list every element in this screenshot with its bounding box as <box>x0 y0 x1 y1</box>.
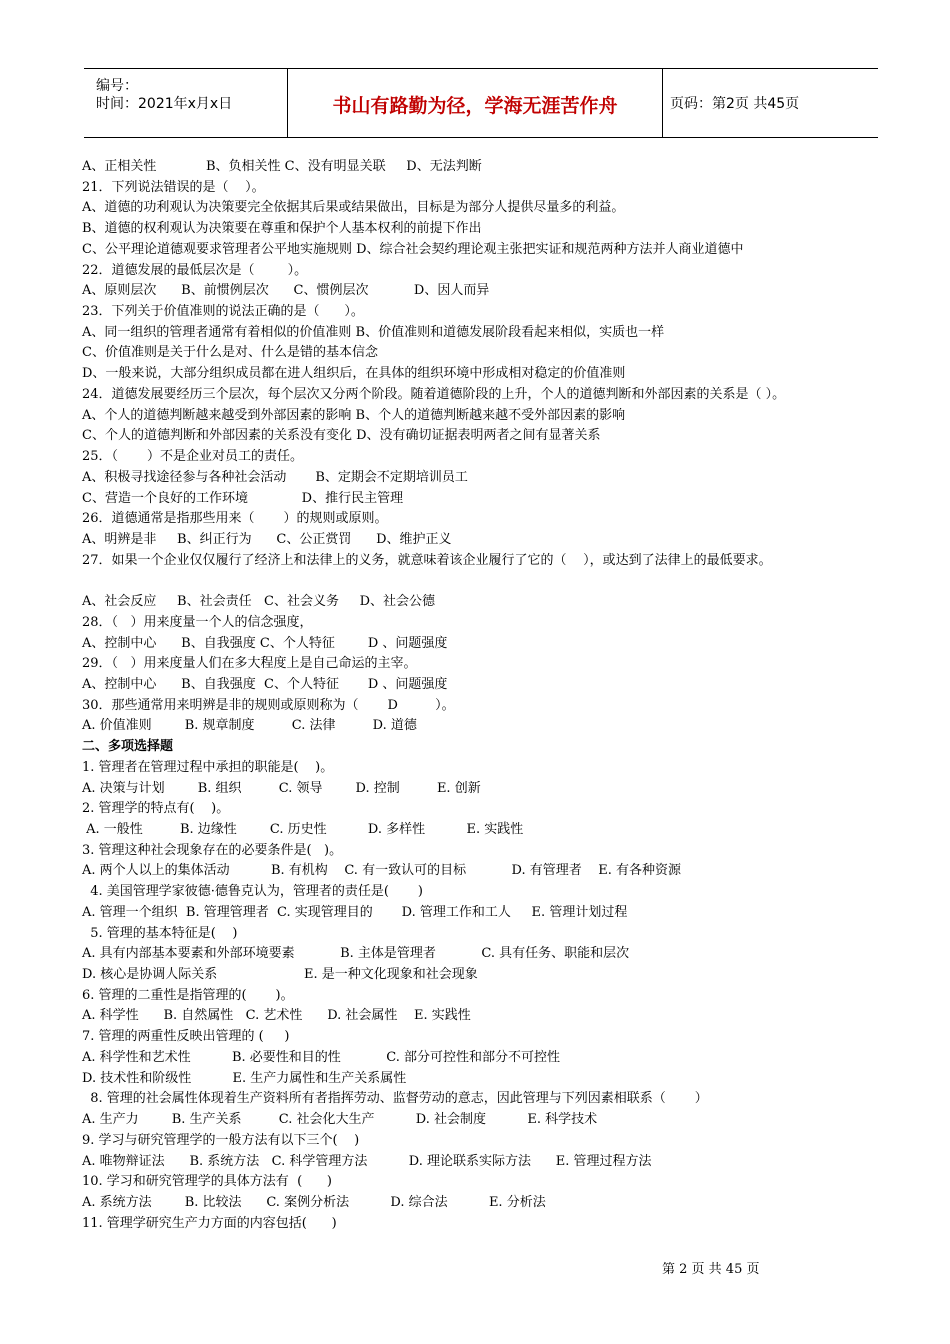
number-label: 编号： <box>96 78 138 94</box>
question-line: 27．如果一个企业仅仅履行了经济上和法律上的义务，就意味着该企业履行了它的（ ），或达到了法律上的最低要求。 <box>82 552 772 568</box>
question-line: 1. 管理者在管理过程中承担的职能是( )。 <box>82 759 334 775</box>
motto: 书山有路勤为径，学海无涯苦作舟 <box>332 95 618 117</box>
question-line: C、价值准则是关于什么是对、什么是错的基本信念 <box>82 345 378 361</box>
question-line: 28．（ ）用来度量一个人的信念强度， <box>82 614 313 630</box>
question-line: A、控制中心 B、自我强度 C、个人特征 D 、问题强度 <box>82 635 448 651</box>
question-content <box>82 157 882 1234</box>
question-line: 26．道德通常是指那些用来（ ）的规则或原则。 <box>82 511 388 527</box>
question-line: C、营造一个良好的工作环境 D、推行民主管理 <box>82 490 404 506</box>
question-line: A. 科学性 B. 自然属性 C. 艺术性 D. 社会属性 E. 实践性 <box>82 1008 471 1024</box>
question-line <box>82 571 882 592</box>
question-line: 6. 管理的二重性是指管理的( )。 <box>82 987 294 1003</box>
question-line: 7. 管理的两重性反映出管理的 ( ) <box>82 1029 290 1045</box>
question-line: A. 唯物辩证法 B. 系统方法 C. 科学管理方法 D. 理论联系实际方法 E. 管理过程方法 <box>82 1153 652 1169</box>
question-line: A、明辨是非 B、纠正行为 C、公正赏罚 D、维护正义 <box>82 531 452 547</box>
question-line: A. 价值准则 B. 规章制度 C. 法律 D. 道德 <box>82 718 417 734</box>
question-line: D、一般来说，大部分组织成员都在进人组织后，在具体的组织环境中形成相对稳定的价值准则 <box>82 366 626 382</box>
question-line: C、个人的道德判断和外部因素的关系没有变化 D、没有确切证据表明两者之间有显著关系 <box>82 428 601 444</box>
question-line: A. 两个人以上的集体活动 B. 有机构 C. 有一致认可的目标 D. 有管理者 E. 有各种资源 <box>82 863 682 879</box>
question-line: 10. 学习和研究管理学的具体方法有 ( ) <box>82 1174 333 1190</box>
header-motto-cell <box>287 69 663 137</box>
question-line: 23．下列关于价值准则的说法正确的是（ ）。 <box>82 304 364 320</box>
question-line: A. 管理一个组织 B. 管理管理者 C. 实现管理目的 D. 管理工作和工人 E. 管理计划过程 <box>82 904 628 920</box>
question-line: 4. 美国管理学家彼德·德鲁克认为，管理者的责任是( ) <box>82 884 424 900</box>
question-line: C、公平理论道德观要求管理者公平地实施规则 D、综合社会契约理论观主张把实证和规范两种方法并人商业道德中 <box>82 241 744 257</box>
question-line: 21．下列说法错误的是（ ）。 <box>82 179 265 195</box>
question-line: A. 生产力 B. 生产关系 C. 社会化大生产 D. 社会制度 E. 科学技术 <box>82 1112 598 1128</box>
question-line: B、道德的权利观认为决策要在尊重和保护个人基本权利的前提下作出 <box>82 221 482 237</box>
question-line: 9. 学习与研究管理学的一般方法有以下三个( ) <box>82 1132 360 1148</box>
question-line: A、控制中心 B、自我强度 C、个人特征 D 、问题强度 <box>82 676 448 692</box>
header-page-cell <box>662 69 878 137</box>
question-line: 5. 管理的基本特征是( ) <box>82 925 238 941</box>
question-line: A. 决策与计划 B. 组织 C. 领导 D. 控制 E. 创新 <box>82 780 481 796</box>
page-header <box>84 68 878 138</box>
question-line: 2. 管理学的特点有( )。 <box>82 801 230 817</box>
question-line: A. 一般性 B. 边缘性 C. 历史性 D. 多样性 E. 实践性 <box>82 822 524 837</box>
question-line: 25．（ ）不是企业对员工的责任。 <box>82 449 303 465</box>
question-line: A、正相关性 B、负相关性 C、没有明显关联 D、无法判断 <box>82 159 482 174</box>
question-line: A、积极寻找途径参与各种社会活动 B、定期会不定期培训员工 <box>82 469 468 485</box>
question-line: 11. 管理学研究生产力方面的内容包括( ) <box>82 1215 337 1231</box>
question-line: 22．道德发展的最低层次是（ ）。 <box>82 262 308 278</box>
time-label: 时间：2021年x月x日 <box>96 96 233 112</box>
question-line: A、个人的道德判断越来越受到外部因素的影响 B、个人的道德判断越来越不受外部因素的影响 <box>82 407 626 423</box>
question-line: 3. 管理这种社会现象存在的必要条件是( )。 <box>82 842 343 858</box>
question-line: 30．那些通常用来明辨是非的规则或原则称为（ D ）。 <box>82 697 455 713</box>
question-line: D. 核心是协调人际关系 E. 是一种文化现象和社会现象 <box>82 967 478 983</box>
header-info-cell <box>84 69 287 137</box>
question-line: A. 系统方法 B. 比较法 C. 案例分析法 D. 综合法 E. 分析法 <box>82 1194 546 1210</box>
question-line: A、同一组织的管理者通常有着相似的价值准则 B、价值准则和道德发展阶段看起来相似，实质也一样 <box>82 324 665 340</box>
question-line: A. 具有内部基本要素和外部环境要素 B. 主体是管理者 C. 具有任务、职能和层次 <box>82 946 630 962</box>
question-line: A、社会反应 B、社会责任 C、社会义务 D、社会公德 <box>82 594 436 610</box>
question-line: A、道德的功利观认为决策要完全依据其后果或结果做出，目标是为部分人提供尽量多的利益。 <box>82 200 625 216</box>
question-line: 8. 管理的社会属性体现着生产资料所有者指挥劳动、监督劳动的意志，因此管理与下列因素相联系（ ） <box>82 1091 708 1107</box>
page-footer: 第 2 页 共 45 页 <box>662 1262 760 1277</box>
section-heading: 二、多项选择题 <box>82 739 174 755</box>
question-line: A. 科学性和艺术性 B. 必要性和目的性 C. 部分可控性和部分不可控性 <box>82 1049 560 1065</box>
page-number-label: 页码：第2页 共45页 <box>670 96 800 112</box>
question-line: A、原则层次 B、前惯例层次 C、惯例层次 D、因人而异 <box>82 283 490 299</box>
question-line: 29．（ ）用来度量人们在多大程度上是自己命运的主宰。 <box>82 656 417 672</box>
question-line: D. 技术性和阶级性 E. 生产力属性和生产关系属性 <box>82 1070 407 1086</box>
question-line: 24．道德发展要经历三个层次，每个层次又分两个阶段。随着道德阶段的上升，个人的道德判断和外部因素的关系是（ ）。 <box>82 386 786 402</box>
